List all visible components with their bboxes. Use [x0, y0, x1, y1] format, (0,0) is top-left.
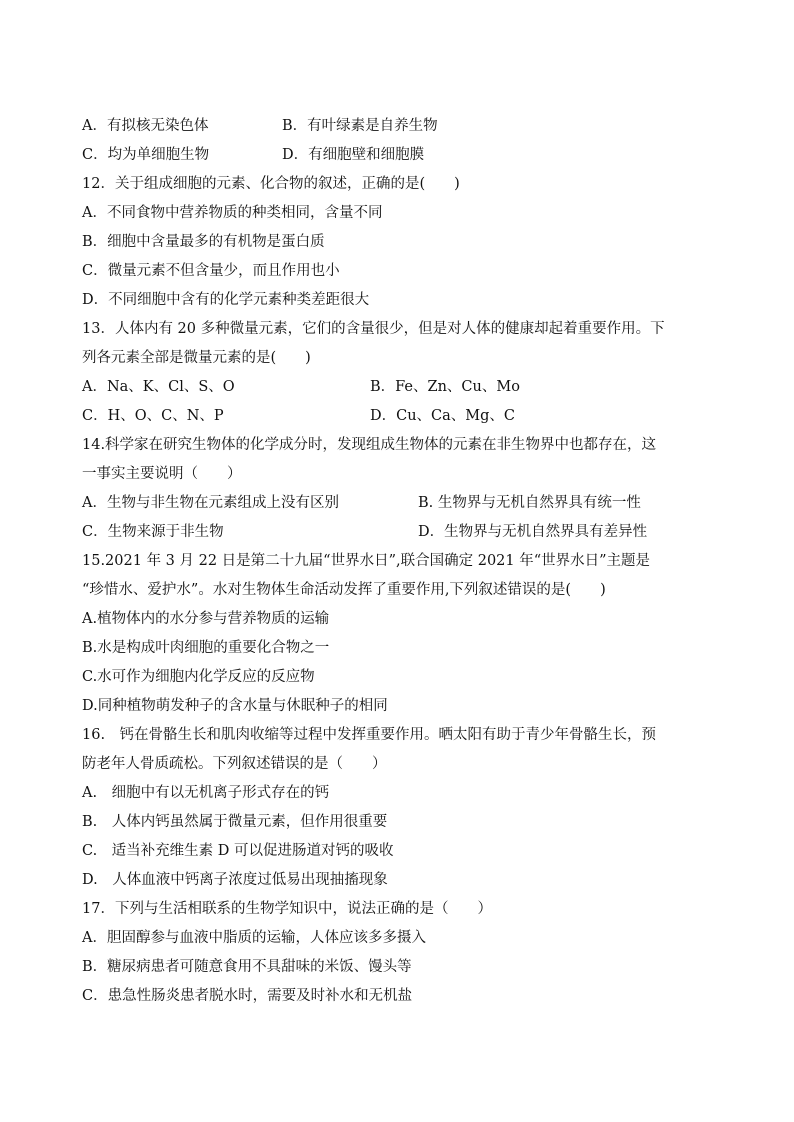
q12-option-c[interactable]: C．微量元素不但含量少，而且作用也小 [82, 263, 340, 279]
q13-stem-line-1: 13．人体内有 20 多种微量元素，它们的含量很少，但是对人体的健康却起着重要作用。下 [82, 321, 665, 337]
q13-option-c[interactable]: C．H、O、C、N、P [82, 408, 224, 424]
q15-stem-line-2: “珍惜水、爱护水”。水对生物体生命活动发挥了重要作用,下列叙述错误的是( ) [82, 582, 606, 598]
q14-option-a[interactable]: A．生物与非生物在元素组成上没有区别 [82, 495, 339, 511]
q12-option-d[interactable]: D．不同细胞中含有的化学元素种类差距很大 [82, 292, 370, 308]
q17-stem: 17．下列与生活相联系的生物学知识中，说法正确的是（ ） [82, 901, 492, 917]
q16-stem-line-2: 防老年人骨质疏松。下列叙述错误的是（ ） [82, 756, 387, 772]
q13-option-d[interactable]: D．Cu、Ca、Mg、C [370, 408, 516, 424]
q16-option-b[interactable]: B. 人体内钙虽然属于微量元素，但作用很重要 [82, 814, 388, 830]
q17-option-b[interactable]: B．糖尿病患者可随意食用不具甜味的米饭、馒头等 [82, 959, 412, 975]
q11-options-row-1 [82, 112, 722, 141]
q14-options-row-1 [82, 489, 722, 518]
q15-option-c[interactable]: C.水可作为细胞内化学反应的反应物 [82, 669, 315, 685]
q12-stem: 12．关于组成细胞的元素、化合物的叙述，正确的是( ) [82, 176, 460, 192]
q13-stem-line-2: 列各元素全部是微量元素的是( ) [82, 350, 311, 366]
q13-option-a[interactable]: A．Na、K、Cl、S、O [82, 379, 235, 395]
q11-option-d[interactable]: D．有细胞壁和细胞膜 [282, 147, 425, 163]
q14-option-d[interactable]: D．生物界与无机自然界具有差异性 [418, 524, 648, 540]
q17-option-a[interactable]: A．胆固醇参与血液中脂质的运输，人体应该多多摄入 [82, 930, 426, 946]
q11-option-c[interactable]: C．均为单细胞生物 [82, 147, 210, 163]
q11-option-a[interactable]: A．有拟核无染色体 [82, 118, 209, 134]
exam-page [82, 112, 722, 1011]
q14-option-b[interactable]: B. 生物界与无机自然界具有统一性 [418, 495, 641, 511]
q15-option-d[interactable]: D.同种植物萌发种子的含水量与休眠种子的相同 [82, 698, 388, 714]
q13-options-row-1 [82, 373, 722, 402]
q17-option-c[interactable]: C．患急性肠炎患者脱水时，需要及时补水和无机盐 [82, 988, 413, 1004]
q12-option-a[interactable]: A．不同食物中营养物质的种类相同，含量不同 [82, 205, 383, 221]
q12-option-b[interactable]: B．细胞中含量最多的有机物是蛋白质 [82, 234, 325, 250]
q15-option-b[interactable]: B.水是构成叶肉细胞的重要化合物之一 [82, 640, 330, 656]
q14-options-row-2 [82, 518, 722, 547]
q16-option-a[interactable]: A. 细胞中有以无机离子形式存在的钙 [82, 785, 330, 801]
q15-stem-line-1: 15.2021 年 3 月 22 日是第二十九届“世界水日”,联合国确定 2021 年“世界水日”主题是 [82, 553, 651, 569]
q11-options-row-2 [82, 141, 722, 170]
q16-stem-line-1: 16. 钙在骨骼生长和肌肉收缩等过程中发挥重要作用。晒太阳有助于青少年骨骼生长，预 [82, 727, 657, 743]
q14-stem-line-1: 14.科学家在研究生物体的化学成分时，发现组成生物体的元素在非生物界中也都存在，这 [82, 437, 657, 453]
q13-options-row-2 [82, 402, 722, 431]
q15-option-a[interactable]: A.植物体内的水分参与营养物质的运输 [82, 611, 330, 627]
q11-option-b[interactable]: B．有叶绿素是自养生物 [282, 118, 438, 134]
q16-option-c[interactable]: C. 适当补充维生素 D 可以促进肠道对钙的吸收 [82, 843, 394, 859]
q14-stem-line-2: 一事实主要说明（ ） [82, 466, 242, 482]
q14-option-c[interactable]: C．生物来源于非生物 [82, 524, 224, 540]
q16-option-d[interactable]: D. 人体血液中钙离子浓度过低易出现抽搐现象 [82, 872, 388, 888]
q13-option-b[interactable]: B．Fe、Zn、Cu、Mo [370, 379, 520, 395]
